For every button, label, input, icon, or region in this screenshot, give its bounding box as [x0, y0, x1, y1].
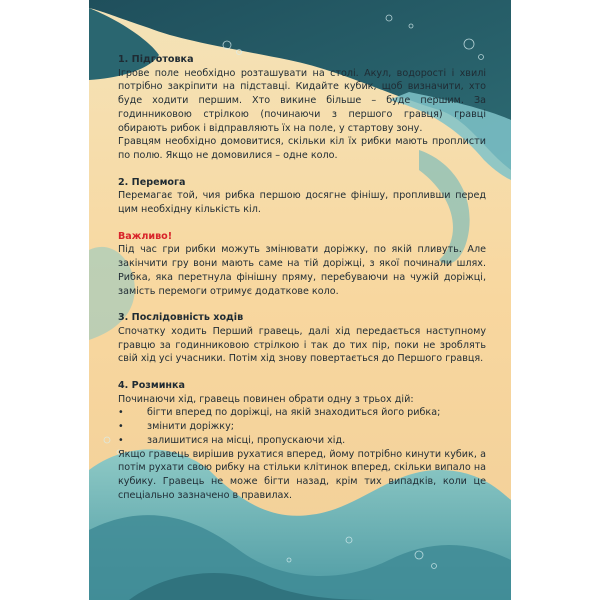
- important-paragraph: Під час гри рибки можуть змінювати доріжку, по якій пливуть. Але закінчити гру вони мають саме на тій доріжці, з якої починали шлях. Рибка, яка перетнула фінішну пряму, перебуваючи на чужій доріжці, замість перемоги отримує додаткове коло.: [118, 244, 486, 297]
- rules-page: [89, 0, 511, 600]
- section-title-warmup: 4. Розминка: [118, 380, 186, 392]
- warmup-option-text: бігти вперед по доріжці, на якій знаходиться його рибка;: [147, 407, 441, 419]
- warmup-option-text: змінити доріжку;: [147, 421, 234, 433]
- bullet-symbol: •: [118, 434, 124, 446]
- preparation-paragraph-1: Ігрове поле необхідно розташувати на столі. Акул, водорості і хвилі потрібно закріпити на підставці. Кидайте кубик, щоб визначити, хто буде ходити першим. Хто викине більше – буде першим. За годинниковою стрілкою (починаючи з першого гравця) гравці обирають рибок і відправляють їх на поле, у стартову зону.: [118, 67, 486, 134]
- warmup-intro: Починаючи хід, гравець повинен обрати одну з трьох дій:: [118, 393, 414, 405]
- bullet-symbol: •: [118, 421, 124, 433]
- preparation-paragraph-2: Гравцям необхідно домовитися, скільки кіл їх рибки мають проплисти по полю. Якщо не домовилися – одне коло.: [118, 136, 486, 161]
- bullet-symbol: •: [118, 407, 124, 419]
- section-title-turn-order: 3. Послідовність ходів: [118, 312, 244, 324]
- warmup-option: [118, 406, 486, 420]
- victory-paragraph: Перемагає той, чия рибка першою досягне фінішу, пропливши перед цим необхідну кількість кіл.: [118, 190, 486, 216]
- important-heading: Важливо!: [118, 230, 173, 242]
- warmup-option: [118, 434, 486, 448]
- section-title-victory: 2. Перемога: [118, 176, 186, 188]
- warmup-option: [118, 420, 486, 434]
- turn-order-paragraph: Спочатку ходить Перший гравець, далі хід передається наступному гравцю за годинниковою стрілкою і так до тих пір, поки не зроблять свій хід усі учасники. Потім хід знову повертається до Першого гравця.: [118, 325, 486, 365]
- warmup-paragraph-2: Якщо гравець вирішив рухатися вперед, йому потрібно кинути кубик, а потім рухати свою рибку на стільки клітинок вперед, скільки випало на кубику. Гравець не може бігти назад, крім тих випадків, коли це спеціально зазначено в правилах.: [118, 448, 486, 501]
- rules-text: [118, 53, 486, 502]
- warmup-option-text: залишитися на місці, пропускаючи хід.: [147, 434, 346, 446]
- section-title-preparation: 1. Підготовка: [118, 54, 194, 65]
